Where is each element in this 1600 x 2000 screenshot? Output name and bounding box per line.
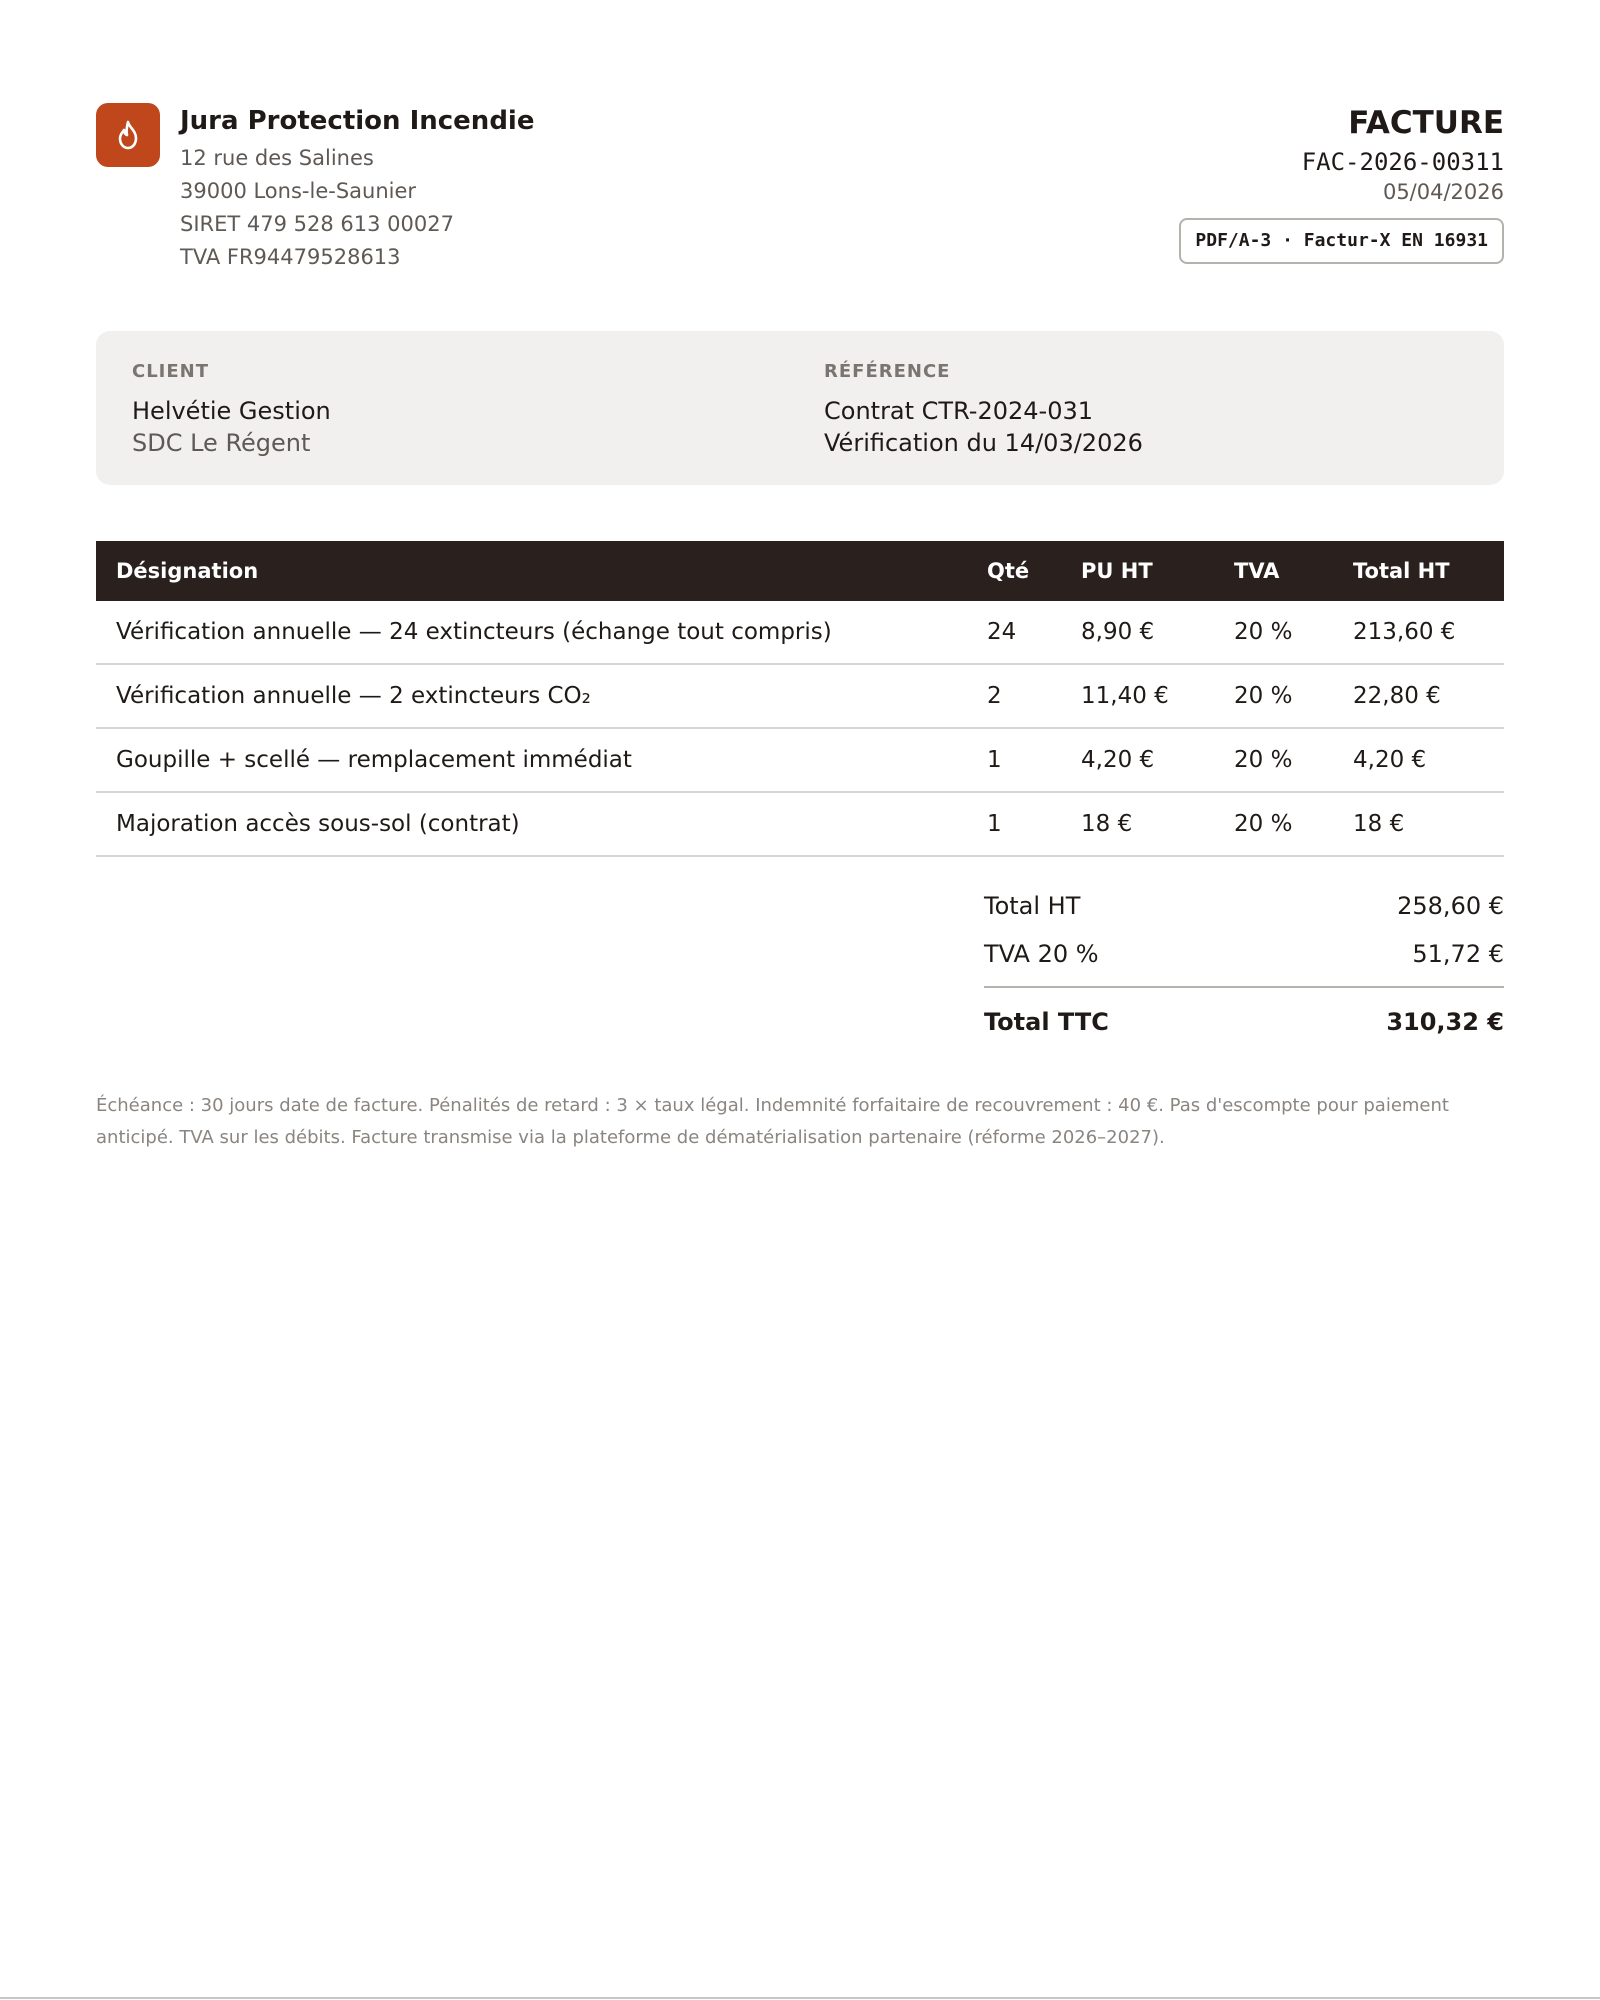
company-block	[180, 103, 534, 274]
total-ht-label: Total HT	[984, 892, 1081, 920]
row-qty: 1	[987, 811, 1002, 837]
company-address-street: 12 rue des Salines	[180, 146, 374, 170]
total-ht-row	[984, 882, 1504, 930]
flame-icon	[115, 120, 141, 150]
payment-terms-note: Échéance : 30 jours date de facture. Pénalités de retard : 3 × taux légal. Indemnité forfaitaire de recouvrement : 40 €. Pas d'escompte pour paiement anticipé. TVA sur les débits. Facture transmise via la plateforme de dématérialisation partenaire (réforme 2026–2027).	[96, 1095, 1449, 1148]
table-header	[96, 541, 1504, 601]
total-ttc-label: Total TTC	[984, 1008, 1109, 1036]
table-row	[96, 793, 1504, 857]
row-qty: 1	[987, 747, 1002, 773]
row-unit-price: 11,40 €	[1081, 683, 1169, 709]
format-badge: PDF/A-3 · Factur-X EN 16931	[1179, 218, 1504, 264]
row-qty: 2	[987, 683, 1002, 709]
header-unit-price: PU HT	[1081, 559, 1153, 583]
row-total: 4,20 €	[1353, 747, 1427, 773]
total-tva-row	[984, 930, 1504, 978]
row-unit-price: 8,90 €	[1081, 619, 1155, 645]
total-ht-value: 258,60 €	[1397, 892, 1504, 920]
table-row	[96, 729, 1504, 793]
company-name: Jura Protection Incendie	[180, 106, 535, 136]
client-reference-box	[96, 331, 1504, 485]
row-qty: 24	[987, 619, 1017, 645]
client-label: CLIENT	[132, 361, 210, 382]
client-name: Helvétie Gestion	[132, 397, 331, 425]
row-unit-price: 4,20 €	[1081, 747, 1155, 773]
reference-label: RÉFÉRENCE	[824, 361, 951, 382]
invoice-number: FAC-2026-00311	[1301, 148, 1504, 176]
company-logo	[96, 103, 160, 167]
page-bottom-divider	[0, 1997, 1600, 1999]
row-tva: 20 %	[1234, 619, 1293, 645]
total-tva-value: 51,72 €	[1412, 940, 1504, 968]
company-siret: SIRET 479 528 613 00027	[180, 212, 454, 236]
items-table	[96, 541, 1504, 857]
row-designation: Vérification annuelle — 24 extincteurs (échange tout compris)	[116, 619, 832, 645]
client-section	[132, 359, 331, 459]
reference-verification: Vérification du 14/03/2026	[824, 429, 1143, 457]
row-tva: 20 %	[1234, 811, 1293, 837]
totals-block	[984, 882, 1504, 1046]
invoice-date: 05/04/2026	[1382, 180, 1504, 204]
total-ttc-row	[984, 998, 1504, 1046]
table-row	[96, 665, 1504, 729]
total-ttc-value: 310,32 €	[1386, 1008, 1504, 1036]
row-total: 213,60 €	[1353, 619, 1456, 645]
company-tva: TVA FR94479528613	[180, 245, 401, 269]
reference-contract: Contrat CTR-2024-031	[824, 397, 1094, 425]
header-tva: TVA	[1234, 559, 1280, 583]
company-address-city: 39000 Lons-le-Saunier	[180, 179, 417, 203]
document-meta	[1179, 103, 1504, 264]
row-total: 18 €	[1353, 811, 1405, 837]
totals-divider	[984, 986, 1504, 988]
total-tva-label: TVA 20 %	[984, 940, 1099, 968]
client-sub: SDC Le Régent	[132, 429, 311, 457]
row-unit-price: 18 €	[1081, 811, 1133, 837]
row-designation: Goupille + scellé — remplacement immédiat	[116, 747, 632, 773]
header-designation: Désignation	[116, 559, 259, 583]
row-tva: 20 %	[1234, 747, 1293, 773]
reference-section	[824, 359, 1143, 459]
row-designation: Vérification annuelle — 2 extincteurs CO₂	[116, 683, 591, 709]
row-tva: 20 %	[1234, 683, 1293, 709]
header-total: Total HT	[1353, 559, 1450, 583]
table-row	[96, 601, 1504, 665]
document-title: FACTURE	[1348, 105, 1504, 141]
row-total: 22,80 €	[1353, 683, 1441, 709]
row-designation: Majoration accès sous-sol (contrat)	[116, 811, 520, 837]
header-qty: Qté	[987, 559, 1030, 583]
